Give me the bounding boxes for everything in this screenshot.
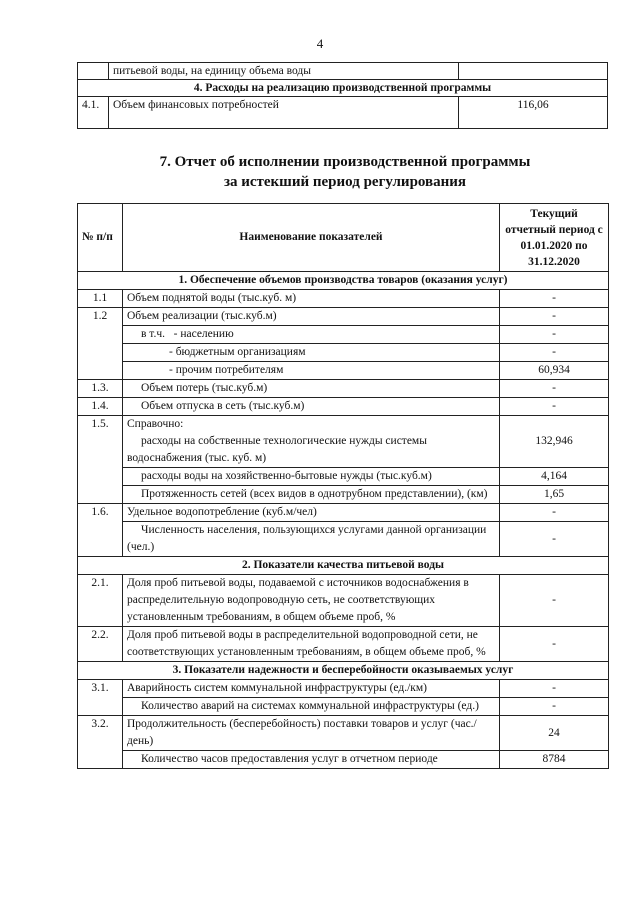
row-label-note: Справочно: xyxy=(127,418,184,430)
row-label: Протяженность сетей (всех видов в однотрубном представлении), (км) xyxy=(123,486,500,504)
header-period: Текущий отчетный период с 01.01.2020 по 31.12.2020 xyxy=(500,204,609,272)
table-row xyxy=(78,326,609,344)
row-label: Доля проб питьевой воды в распределительной водопроводной сети, не соответствующих установленным требованиям, в общем объеме проб, % xyxy=(123,627,500,662)
table-row xyxy=(78,416,609,468)
row-number: 3.1. xyxy=(78,680,123,716)
row-value: - xyxy=(500,380,609,398)
row-value: - xyxy=(500,344,609,362)
report-table xyxy=(77,203,609,769)
table-row xyxy=(78,80,608,97)
table-header-row xyxy=(78,204,609,272)
table-cell xyxy=(78,63,109,80)
row-label-text: - населению xyxy=(173,328,234,340)
section-title-line2: за истекший период регулирования xyxy=(223,174,467,190)
row-label: Доля проб питьевой воды, подаваемой с источников водоснабжения в распределительную водопроводную сеть, не соответствующих установленным требованиям, в общем объеме проб, % xyxy=(123,575,500,627)
row-label: Численность населения, пользующихся услугами данной организации (чел.) xyxy=(123,522,500,557)
row-number: 1.2 xyxy=(78,308,123,380)
table-row xyxy=(78,380,609,398)
row-label: - прочим потребителям xyxy=(123,362,500,380)
table-row xyxy=(78,468,609,486)
table-cell: питьевой воды, на единицу объема воды xyxy=(109,63,459,80)
row-number: 3.2. xyxy=(78,716,123,769)
row-label-text: расходы на собственные технологические нужды системы водоснабжения (тыс. куб. м) xyxy=(127,435,427,464)
table-row xyxy=(78,627,609,662)
table-row xyxy=(78,272,609,290)
row-label xyxy=(123,416,500,468)
section-title-line1: 7. Отчет об исполнении производственной программы xyxy=(159,154,531,170)
table-row xyxy=(78,557,609,575)
row-number: 1.6. xyxy=(78,504,123,557)
table-row xyxy=(78,680,609,698)
row-value: - xyxy=(500,627,609,662)
row-value: 24 xyxy=(500,716,609,751)
section-heading: 1. Обеспечение объемов производства товаров (оказания услуг) xyxy=(78,272,609,290)
section-heading: 2. Показатели качества питьевой воды xyxy=(78,557,609,575)
row-number: 1.5. xyxy=(78,416,123,504)
row-number: 2.2. xyxy=(78,627,123,662)
row-value: 116,06 xyxy=(459,97,608,129)
row-label: Объем финансовых потребностей xyxy=(109,97,459,129)
row-label: Объем реализации (тыс.куб.м) xyxy=(123,308,500,326)
table-row xyxy=(78,97,608,129)
row-value: 60,934 xyxy=(500,362,609,380)
row-value: - xyxy=(500,398,609,416)
row-label xyxy=(123,326,500,344)
table-row xyxy=(78,662,609,680)
page-number: 4 xyxy=(316,36,324,51)
table-row xyxy=(78,398,609,416)
table-row xyxy=(78,362,609,380)
row-value: - xyxy=(500,680,609,698)
row-number: 1.3. xyxy=(78,380,123,398)
row-number: 4.1. xyxy=(78,97,109,129)
row-label: Количество аварий на системах коммунальной инфраструктуры (ед.) xyxy=(123,698,500,716)
section-heading: 4. Расходы на реализацию производственной программы xyxy=(78,80,608,97)
row-label: расходы воды на хозяйственно-бытовые нужды (тыс.куб.м) xyxy=(123,468,500,486)
row-value: - xyxy=(500,575,609,627)
table-row xyxy=(78,344,609,362)
table-row xyxy=(78,504,609,522)
table-row xyxy=(78,308,609,326)
row-value: - xyxy=(500,698,609,716)
table-row xyxy=(78,486,609,504)
header-num: № п/п xyxy=(78,204,123,272)
row-label: Объем потерь (тыс.куб.м) xyxy=(123,380,500,398)
table-row xyxy=(78,522,609,557)
table-row xyxy=(78,751,609,769)
top-table-fragment xyxy=(77,62,608,129)
section-heading: 3. Показатели надежности и бесперебойности оказываемых услуг xyxy=(78,662,609,680)
row-value: 1,65 xyxy=(500,486,609,504)
row-number: 2.1. xyxy=(78,575,123,627)
row-value: - xyxy=(500,522,609,557)
row-value: - xyxy=(500,326,609,344)
row-label: Продолжительность (бесперебойность) поставки товаров и услуг (час./день) xyxy=(123,716,500,751)
row-value: 132,946 xyxy=(500,416,609,468)
row-label: Количество часов предоставления услуг в отчетном периоде xyxy=(123,751,500,769)
table-row xyxy=(78,716,609,751)
row-value: 4,164 xyxy=(500,468,609,486)
row-prefix: в т.ч. xyxy=(141,328,165,340)
header-name: Наименование показателей xyxy=(123,204,500,272)
table-row xyxy=(78,698,609,716)
row-value: 8784 xyxy=(500,751,609,769)
row-number: 1.4. xyxy=(78,398,123,416)
row-label: - бюджетным организациям xyxy=(123,344,500,362)
table-row xyxy=(78,290,609,308)
section-title xyxy=(0,152,640,192)
table-row xyxy=(78,575,609,627)
row-value: - xyxy=(500,504,609,522)
row-value: - xyxy=(500,308,609,326)
row-value: - xyxy=(500,290,609,308)
row-label: Удельное водопотребление (куб.м/чел) xyxy=(123,504,500,522)
row-label: Объем отпуска в сеть (тыс.куб.м) xyxy=(123,398,500,416)
row-number: 1.1 xyxy=(78,290,123,308)
row-label: Объем поднятой воды (тыс.куб. м) xyxy=(123,290,500,308)
table-cell xyxy=(459,63,608,80)
row-label: Аварийность систем коммунальной инфраструктуры (ед./км) xyxy=(123,680,500,698)
table-row xyxy=(78,63,608,80)
